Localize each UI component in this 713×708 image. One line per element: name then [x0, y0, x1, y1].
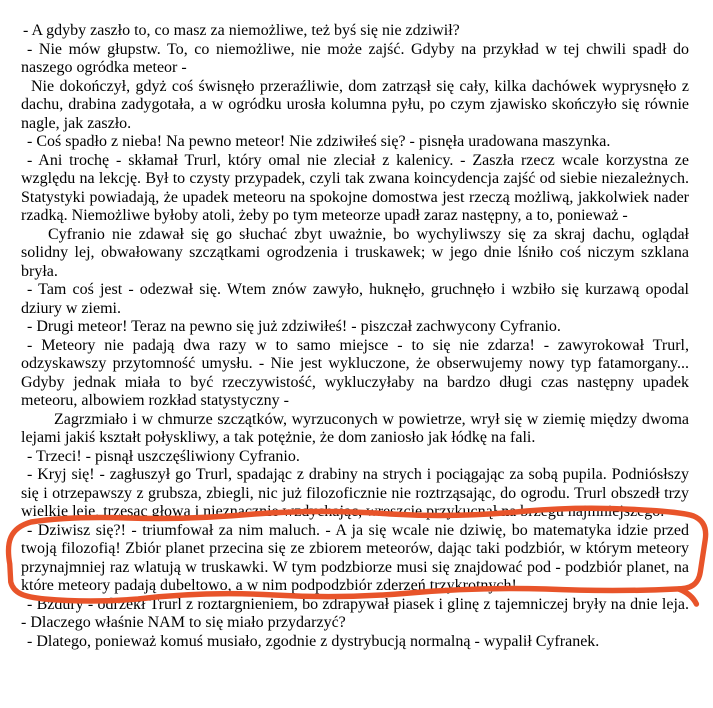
paragraph: - Tam coś jest - odezwał się. Wtem znów zawyło, huknęło, gruchnęło i wzbiło się kurzawą opodal dziury w ziemi.: [21, 281, 689, 317]
paragraph-annotated: - Dziwisz się?! - triumfował za nim maluch. - A ja się wcale nie dziwię, bo matematyka idzie przed twoją filozofią! Zbiór planet przecina się ze zbiorem meteorów, dając taki podzbiór, w którym meteory przynajmniej raz wlatują w truskawki. W tym podzbiorze musi się znajdować pod - podzbiór planet, na które meteory padają dubeltowo, a w nim podpodzbiór zderzeń trzykrotnych!: [21, 521, 689, 594]
paragraph: - Trzeci! - pisnął uszczęśliwiony Cyfranio.: [27, 447, 300, 465]
paragraph: - Kryj się! - zagłuszył go Trurl, spadając z drabiny na strych i pociągając za sobą pupila. Podniósłszy się i otrzepawszy z grubsza, zbiegli, nic już filozoficznie nie roztrząsając, do ogrodu. Trurl obszedł trzy wielkie leje, trzęsąc głową i nieznacznie wzdychając, wreszcie przykucnął na brzegu najmniejszego.: [21, 466, 689, 520]
paragraph: - Ani trochę - skłamał Trurl, który omal nie zleciał z kalenicy. - Zaszła rzecz wcale korzystna ze względu na lekcję. Był to czysty przypadek, czyli tak zwana koincydencja zajść od siebie niezależnych. Statystyki powiadają, że upadek meteoru na spokojne domostwa jest rzeczą możliwą, jakkolwiek nader rzadką. Niemożliwe byłoby atoli, żeby po tym meteorze upadł zaraz następny, a to, ponieważ -: [21, 151, 689, 224]
paragraph: - Coś spadło z nieba! Na pewno meteor! Nie zdziwiłeś się? - pisnęła uradowana maszynka.: [27, 133, 611, 150]
paragraph: - Nie mów głupstw. To, co niemożliwe, nie może zajść. Gdyby na przykład w tej chwili spadł do naszego ogródka meteor -: [21, 40, 689, 76]
paragraph: - Dlatego, ponieważ komuś musiało, zgodnie z dystrybucją normalną - wypalił Cyfranek.: [27, 632, 600, 650]
paragraph: Cyfranio nie zdawał się go słuchać zbyt uważnie, bo wychyliwszy się za skraj dachu, oglądał solidny lej, obwałowany szczątkami ogrodzenia i truskawek; w jego dnie lśniło coś niczym szklana bryła.: [21, 225, 689, 280]
paragraph: - A gdyby zaszło to, co masz za niemożliwe, też byś się nie zdziwił?: [23, 22, 460, 39]
paragraph: - Bzdury - odrzekł Trurl z roztargnieniem, bo zdrapywał piasek i glinę z tajemniczej bryły na dnie leja. - Dlaczego właśnie NAM to się miało przydarzyć?: [21, 595, 689, 631]
paragraph: - Drugi meteor! Teraz na pewno się już zdziwiłeś! - piszczał zachwycony Cyfranio.: [27, 318, 561, 335]
paragraph: Zagrzmiało i w chmurze szczątków, wyrzuconych w powietrze, wrył się w ziemię między dwoma lejami jakiś kształt połyskliwy, a tak potężnie, że dom zaniosło jak łódkę na fali.: [21, 410, 689, 446]
paragraph: - Meteory nie padają dwa razy w to samo miejsce - to się nie zdarza! - zawyrokował Trurl, odzyskawszy przytomność umysłu. - Nie jest wykluczone, że obserwujemy nowy typ fatamorgany... Gdyby jednak miała to być rzeczywistość, wykluczyłaby na bardzo długi czas następny upadek meteoru, albowiem rozkład statystyczny -: [21, 336, 689, 409]
paragraph: Nie dokończył, gdyż coś świsnęło przeraźliwie, dom zatrząsł się cały, kilka dachówek wyprysnęło z dachu, drabina zadygotała, a w ogródku urosła kolumna pyłu, po czym zjawisko skończyło się równie nagle, jak zaszło.: [21, 77, 689, 132]
annotated-paragraph-wrapper: [21, 522, 689, 596]
